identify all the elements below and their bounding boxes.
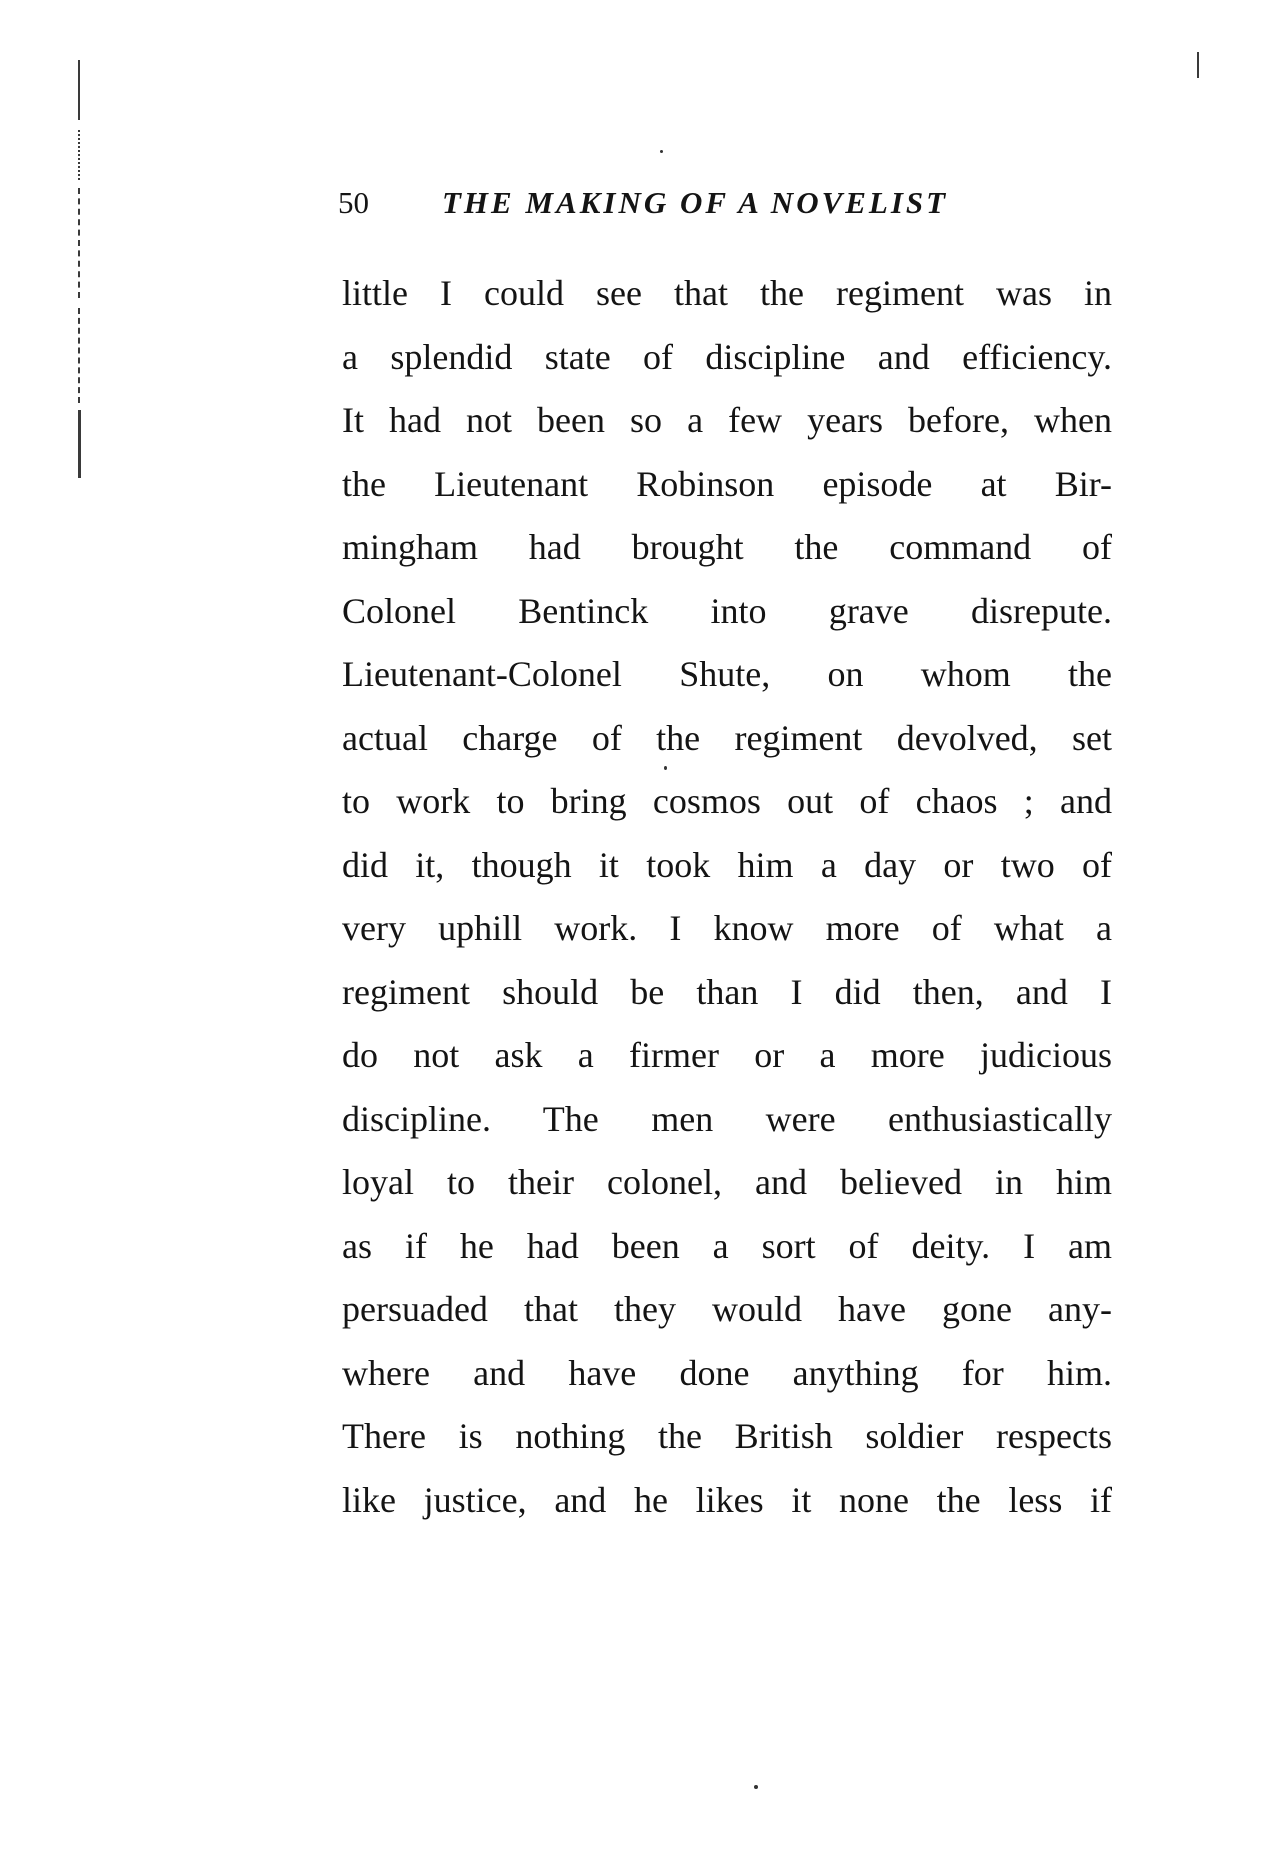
text-line: regiment should be than I did then, and I [342, 971, 1112, 1012]
text-line: loyal to their colonel, and believed in him [342, 1162, 1112, 1202]
scan-speck [660, 150, 663, 153]
gutter-scan-mark [78, 188, 80, 298]
text-line: It had not been so a few years before, when [342, 400, 1112, 440]
text-line: Colonel Bentinck into grave disrepute. [342, 590, 1112, 631]
gutter-scan-mark [78, 308, 80, 403]
gutter-scan-mark [78, 60, 80, 120]
text-line: There is nothing the British soldier respects [342, 1416, 1112, 1456]
gutter-scan-mark [78, 410, 81, 478]
running-head [338, 178, 1108, 228]
running-head-title: THE MAKING OF A NOVELIST [442, 185, 949, 220]
gutter-scan-mark [78, 130, 80, 180]
corner-scan-mark [1197, 52, 1199, 78]
text-line: Lieutenant-Colonel Shute, on whom the [342, 654, 1112, 694]
text-line: as if he had been a sort of deity. I am [342, 1225, 1112, 1266]
text-line: a splendid state of discipline and efficiency. [342, 336, 1112, 377]
text-line: discipline. The men were enthusiastically [342, 1098, 1112, 1139]
scan-speck [754, 1785, 758, 1789]
text-line: persuaded that they would have gone any- [342, 1289, 1112, 1329]
page-number: 50 [338, 185, 369, 220]
text-line: to work to bring cosmos out of chaos ; and [342, 781, 1112, 821]
text-line: actual charge of the regiment devolved, set [342, 717, 1112, 758]
text-line: where and have done anything for him. [342, 1352, 1112, 1393]
text-line: very uphill work. I know more of what a [342, 908, 1112, 948]
text-line: did it, though it took him a day or two of [342, 844, 1112, 885]
text-line: do not ask a firmer or a more judicious [342, 1035, 1112, 1075]
text-line: mingham had brought the command of [342, 527, 1112, 567]
text-line: the Lieutenant Robinson episode at Bir- [342, 463, 1112, 504]
text-line: little I could see that the regiment was in [342, 273, 1112, 313]
body-text [342, 262, 1112, 1532]
text-line: like justice, and he likes it none the less if [342, 1479, 1112, 1520]
